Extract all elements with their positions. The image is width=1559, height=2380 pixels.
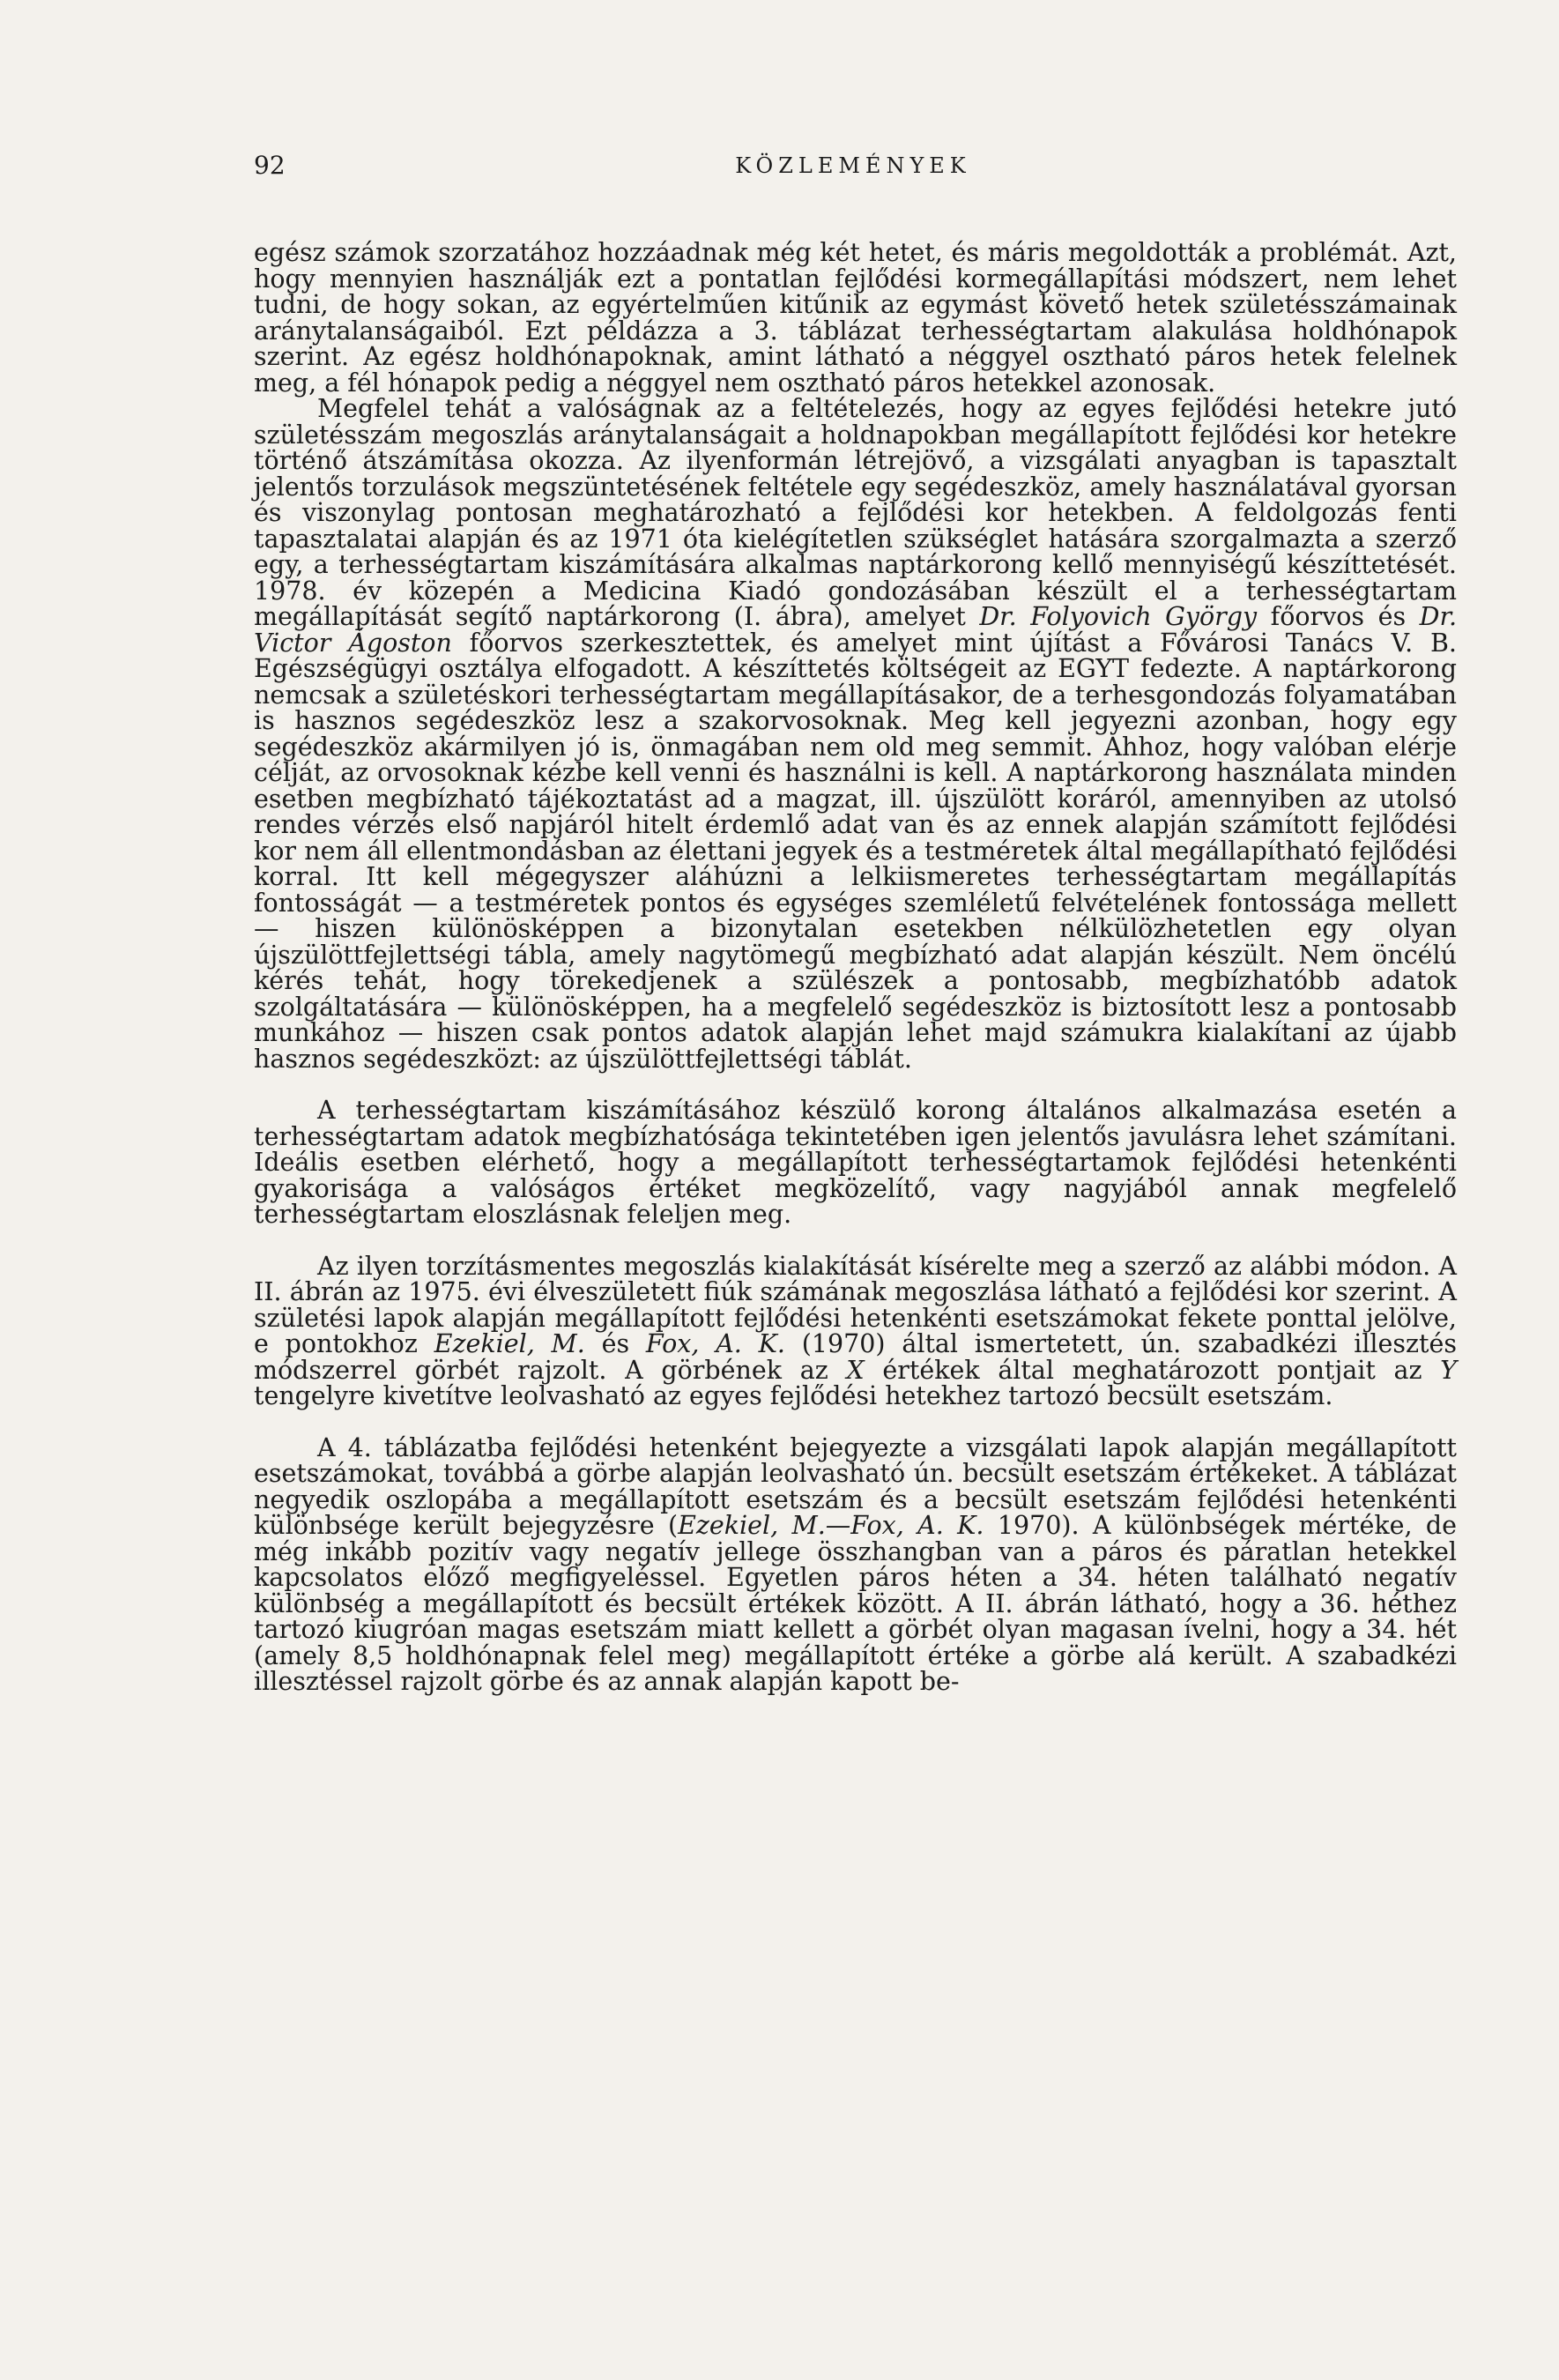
paragraph-3 [254, 1097, 1457, 1228]
italic-name: Fox, A. K. [645, 1329, 785, 1358]
text-run: egész számok szorzatához hozzáadnak még két hetet, és máris megoldották a problémát. Azt, hogy mennyien használják ezt a pontatlan fejlődési kormegállapítási módszert, nem lehet tudni, de hogy sokan, az egyértelműen kitűnik az egymást követő hetek születésszámainak aránytalanságaiból. Ezt példázza a 3. táblázat terhességtartam alakulása holdhónapok szerint. Az egész holdhónapoknak, amint látható a néggyel osztható páros hetek felelnek meg, a fél hónapok pedig a néggyel nem osztható páros hetekkel azonosak. [254, 238, 1457, 398]
paragraph-2 [254, 396, 1457, 1072]
italic-name: X [846, 1355, 865, 1385]
paragraph-5 [254, 1432, 1458, 1696]
text-run: A terhességtartam kiszámításához készülő korong általános alkalmazása esetén a terhességtartam adatok megbízhatósága tekintetében igen jelentős javulásra lehet számítani. Ideális esetben elérhető, hogy a megállapított terhességtartamok fejlődési hetenkénti gyakorisága a valóságos értéket megközelítő, vagy nagyjából annak megfelelő terhességtartam eloszlásnak feleljen meg. [254, 1096, 1457, 1229]
section-title: KÖZLEMÉNYEK [735, 153, 971, 178]
text-run: főorvos szerkesztettek, és amelyet mint újítást a Fővárosi Tanács V. B. Egészségügyi osztálya elfogadott. A készíttetés költségeit az EGYT fedezte. A naptárkorong nemcsak a születéskori terhességtartam megállapításakor, de a terhesgondozás folyamatában is hasznos segédeszköz lesz a szakorvosoknak. Meg kell jegyezni azonban, hogy egy segédeszköz akármilyen jó is, önmagában nem old meg semmit. Ahhoz, hogy valóban elérje célját, az orvosoknak kézbe kell venni és használni is kell. A naptárkorong használata minden esetben megbízható tájékoztatást ad a magzat, ill. újszülött koráról, amennyiben az utolsó rendes vérzés első napjáról hitelt érdemlő adat van és az ennek alapján számított fejlődési kor nem áll ellentmondásban az élettani jegyek és a testméretek által megállapítható fejlődési korral. Itt kell mégegyszer aláhúzni a lelkiismeretes terhességtartam megállapítás fontosságát — a testméretek pontos és egységes szemléletű felvételének fontossága mellett — hiszen különösképpen a bizonytalan esetekben nélkülözhetetlen egy olyan újszülöttfejlettségi tábla, amely nagytömegű megbízható adat alapján készült. Nem öncélú kérés tehát, hogy törekedjenek a szülészek a pontosabb, megbízhatóbb adatok szolgáltatására — különösképpen, ha a megfelelő segédeszköz is biztosított lesz a pontosabb munkához — hiszen csak pontos adatok alapján lehet majd számukra kialakítani az újabb hasznos segédeszközt: az újszülöttfejlettségi táblát. [254, 628, 1457, 1074]
text-run: (1970) által ismertetett, ún. szabadkézi illesztés módszerrel görbét rajzolt. A görbének az [254, 1329, 1457, 1385]
body-text [254, 240, 1457, 1695]
page-number: 92 [254, 151, 286, 180]
text-run: 1970). A különbségek mértéke, de még inkább pozitív vagy negatív jellege összhangban van a páros és páratlan hetekkel kapcsolatos előző megfigyeléssel. Egyetlen páros héten a 34. héten található negatív különbség a megállapított és becsült értékek között. A II. ábrán látható, hogy a 36. héthez tartozó kiugróan magas esetszám miatt kellett a görbét olyan magasan ívelni, hogy a 34. hét (amely 8,5 holdhónapnak felel meg) megállapított értéke a görbe alá került. A szabadkézi illesztéssel rajzolt görbe és az annak alapján kapott be- [254, 1511, 1458, 1696]
running-head [254, 148, 1452, 192]
italic-name: Dr. Victor Ágoston [254, 602, 1458, 658]
text-run: és [584, 1329, 646, 1358]
italic-name: Ezekiel, M.—Fox, A. K. [678, 1511, 984, 1540]
italic-name: Ezekiel, M. [434, 1329, 585, 1358]
text-run: tengelyre kivetítve leolvasható az egyes fejlődési hetekhez tartozó becsült esetszám. [254, 1381, 1333, 1410]
text-run: Az ilyen torzításmentes megoszlás kialakítását kísérelte meg a szerző az alábbi módon. A II. ábrán az 1975. évi élveszületett fiúk számának megoszlása látható a fejlődési kor szerint. A születési lapok alapján megállapított fejlődési hetenkénti esetszámokat fekete ponttal jelölve, e pontokhoz [254, 1251, 1457, 1358]
text-run: Megfelel tehát a valóságnak az a feltételezés, hogy az egyes fejlődési hetekre jutó születésszám megoszlás aránytalanságait a holdnapokban megállapított fejlődési kor hetekre történő átszámítása okozza. Az ilyenformán létrejövő, a vizsgálati anyagban is tapasztalt jelentős torzulások megszüntetésének feltétele egy segédeszköz, amely használatával gyorsan és viszonylag pontosan meghatározható a fejlődési kor hetekben. A feldolgozás fenti tapasztalatai alapján és az 1971 óta kielégítetlen szükséglet hatására szorgalmazta a szerző egy, a terhességtartam kiszámítására alkalmas naptárkorong kellő mennyiségű készíttetését. 1978. év közepén a Medicina Kiadó gondozásában készült el a terhességtartam megállapítását segítő naptárkorong (I. ábra), amelyet [254, 394, 1457, 631]
italic-name: Y [1440, 1355, 1457, 1385]
paragraph-1 [254, 240, 1457, 396]
text-run: A 4. táblázatba fejlődési hetenként bejegyezte a vizsgálati lapok alapján megállapított esetszámokat, továbbá a görbe alapján leolvasható ún. becsült esetszám értékeket. A táblázat negyedik oszlopába a megállapított esetszám és a becsült esetszám fejlődési hetenkénti különbsége került bejegyzésre ( [254, 1432, 1457, 1540]
italic-name: Dr. Folyovich György [979, 602, 1258, 631]
paragraph-4 [254, 1253, 1457, 1409]
text-run: értékek által meghatározott pontjait az [864, 1355, 1441, 1385]
text-run: főorvos és [1257, 602, 1420, 631]
